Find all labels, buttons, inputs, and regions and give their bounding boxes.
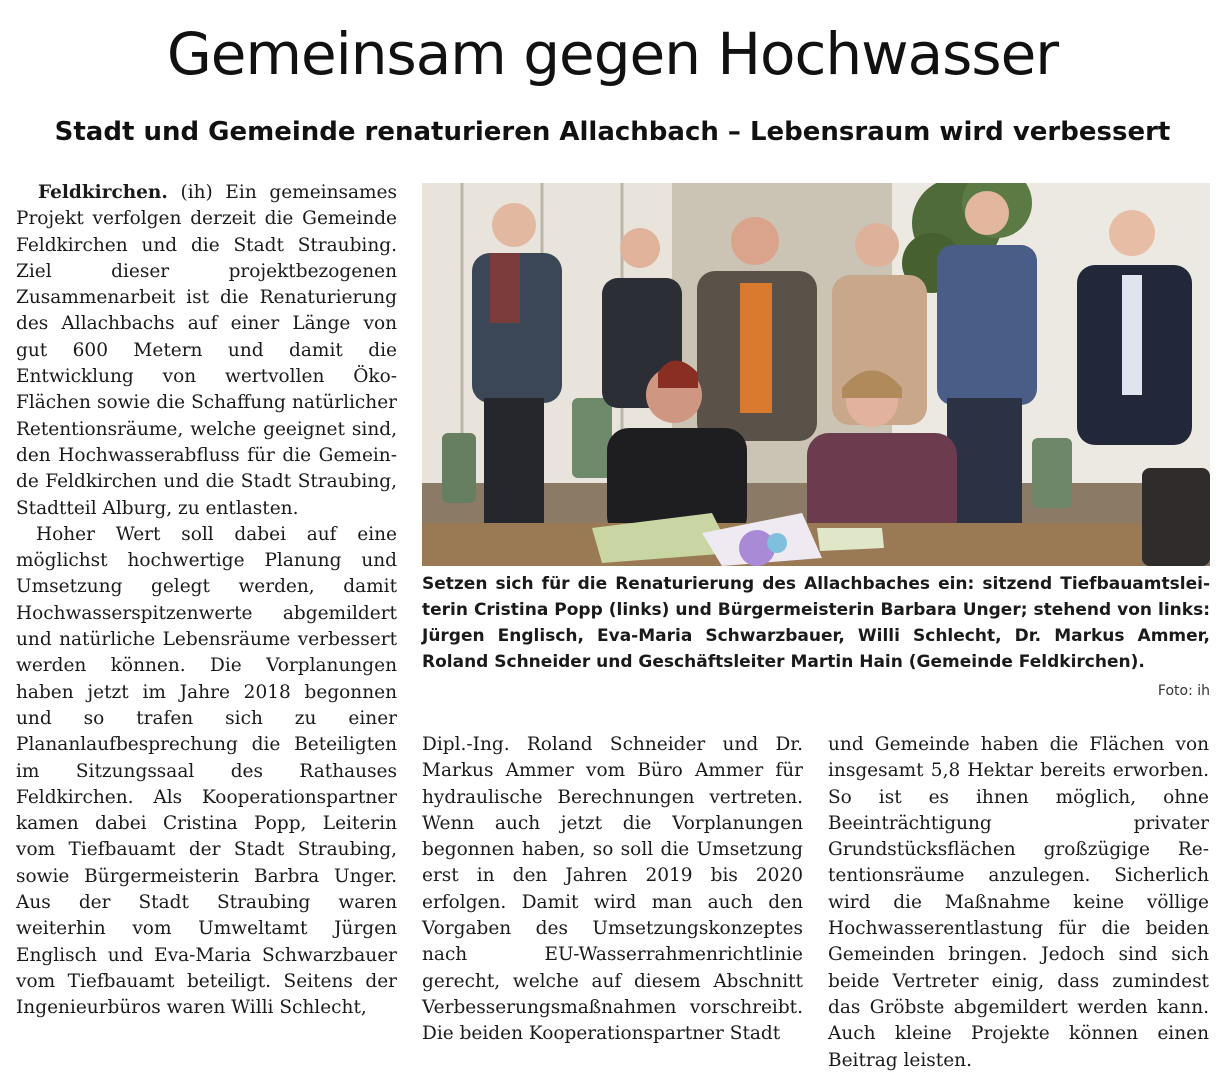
- group-photo-illustration: [422, 183, 1210, 566]
- paragraph-1-text: (ih) Ein gemeinsames Projekt verfolgen derzeit die Gemeinde Feldkirchen und die Stadt Straubing. Ziel dieser projektbezogenen Zusammenarbeit ist die Renaturierung des Allachbachs auf einer Länge von gut 600 Metern und damit die Entwicklung von wertvollen Öko-Flächen sowie die Schaffung natürlicher Retentionsräume, welche geeignet sind, den Hochwasserabfluss für die Gemeinde Feldkirchen und die Stadt Straubing, Stadtteil Alburg, zu entlasten.: [16, 182, 397, 519]
- headline: Gemeinsam gegen Hochwasser: [166, 20, 1059, 88]
- dateline: Feldkirchen.: [38, 182, 168, 203]
- article-column-2: [422, 732, 803, 1048]
- group-photo: [422, 183, 1210, 566]
- photo-credit: Foto: ih: [1157, 683, 1210, 699]
- paragraph-2: Hoher Wert soll dabei auf eine möglichst hochwertige Planung und Umsetzung gelegt werden, damit Hochwasserspitzenwerte abgemildert und natürliche Lebensräume verbessert werden können. Die Vorplanungen haben jetzt im Jahre 2018 begonnen und so trafen sich zu einer Plananlaufbesprechung die Beteiligten im Sitzungssaal des Rathauses Feldkirchen. Als Kooperationspartner kamen dabei Cristina Popp, Leiterin vom Tiefbauamt der Stadt Straubing, sowie Bürgermeisterin Barbra Unger. Aus der Stadt Straubing waren weiterhin vom Umweltamt Jürgen Englisch und Eva-Maria Schwarzbauer vom Tiefbauamt beteiligt. Seitens der Ingenieurbüros waren Willi Schlecht,: [16, 523, 397, 1019]
- subheadline: Stadt und Gemeinde renaturieren Allachbach – Lebensraum wird verbessert: [54, 117, 1171, 147]
- lead-paragraph: [16, 180, 397, 522]
- article-column-1: [16, 180, 397, 1022]
- column-3-text: und Gemeinde haben die Flächen von insgesamt 5,8 Hektar bereits erworben. So ist es ihnen möglich, ohne Beeinträchtigung privater Grundstücksflächen großzügige Retentionsräume anzulegen. Sicherlich wird die Maßnahme keine völlige Hochwasserentlastung für die beiden Gemeinden bringen. Jedoch sind sich beide Vertreter einig, dass zumindest das Gröbste abgemildert werden kann. Auch kleine Projekte können einen Beitrag leisten.: [828, 734, 1209, 1071]
- photo-caption: Setzen sich für die Renaturierung des Allachbaches ein: sitzend Tiefbauamtsleiterin Cristina Popp (links) und Bürgermeisterin Barbara Unger; stehend von links: Jürgen Englisch, Eva-Maria Schwarzbauer, Willi Schlecht, Dr. Markus Ammer, Roland Schneider und Geschäftsleiter Martin Hain (Gemeinde Feldkirchen).: [422, 574, 1210, 672]
- column-2-text: Dipl.-Ing. Roland Schneider und Dr. Markus Ammer vom Büro Ammer für hydraulische Berechnungen vertreten. Wenn auch jetzt die Vorplanungen begonnen haben, so soll die Umsetzung erst in den Jahren 2019 bis 2020 erfolgen. Damit wird man auch den Vorgaben des Umsetzungskonzeptes nach EU-Wasserrahmenrichtlinie gerecht, welche auf diesem Abschnitt Verbesserungsmaßnahmen vorschreibt. Die beiden Kooperationspartner Stadt: [422, 734, 803, 1045]
- article-column-3: [828, 732, 1209, 1074]
